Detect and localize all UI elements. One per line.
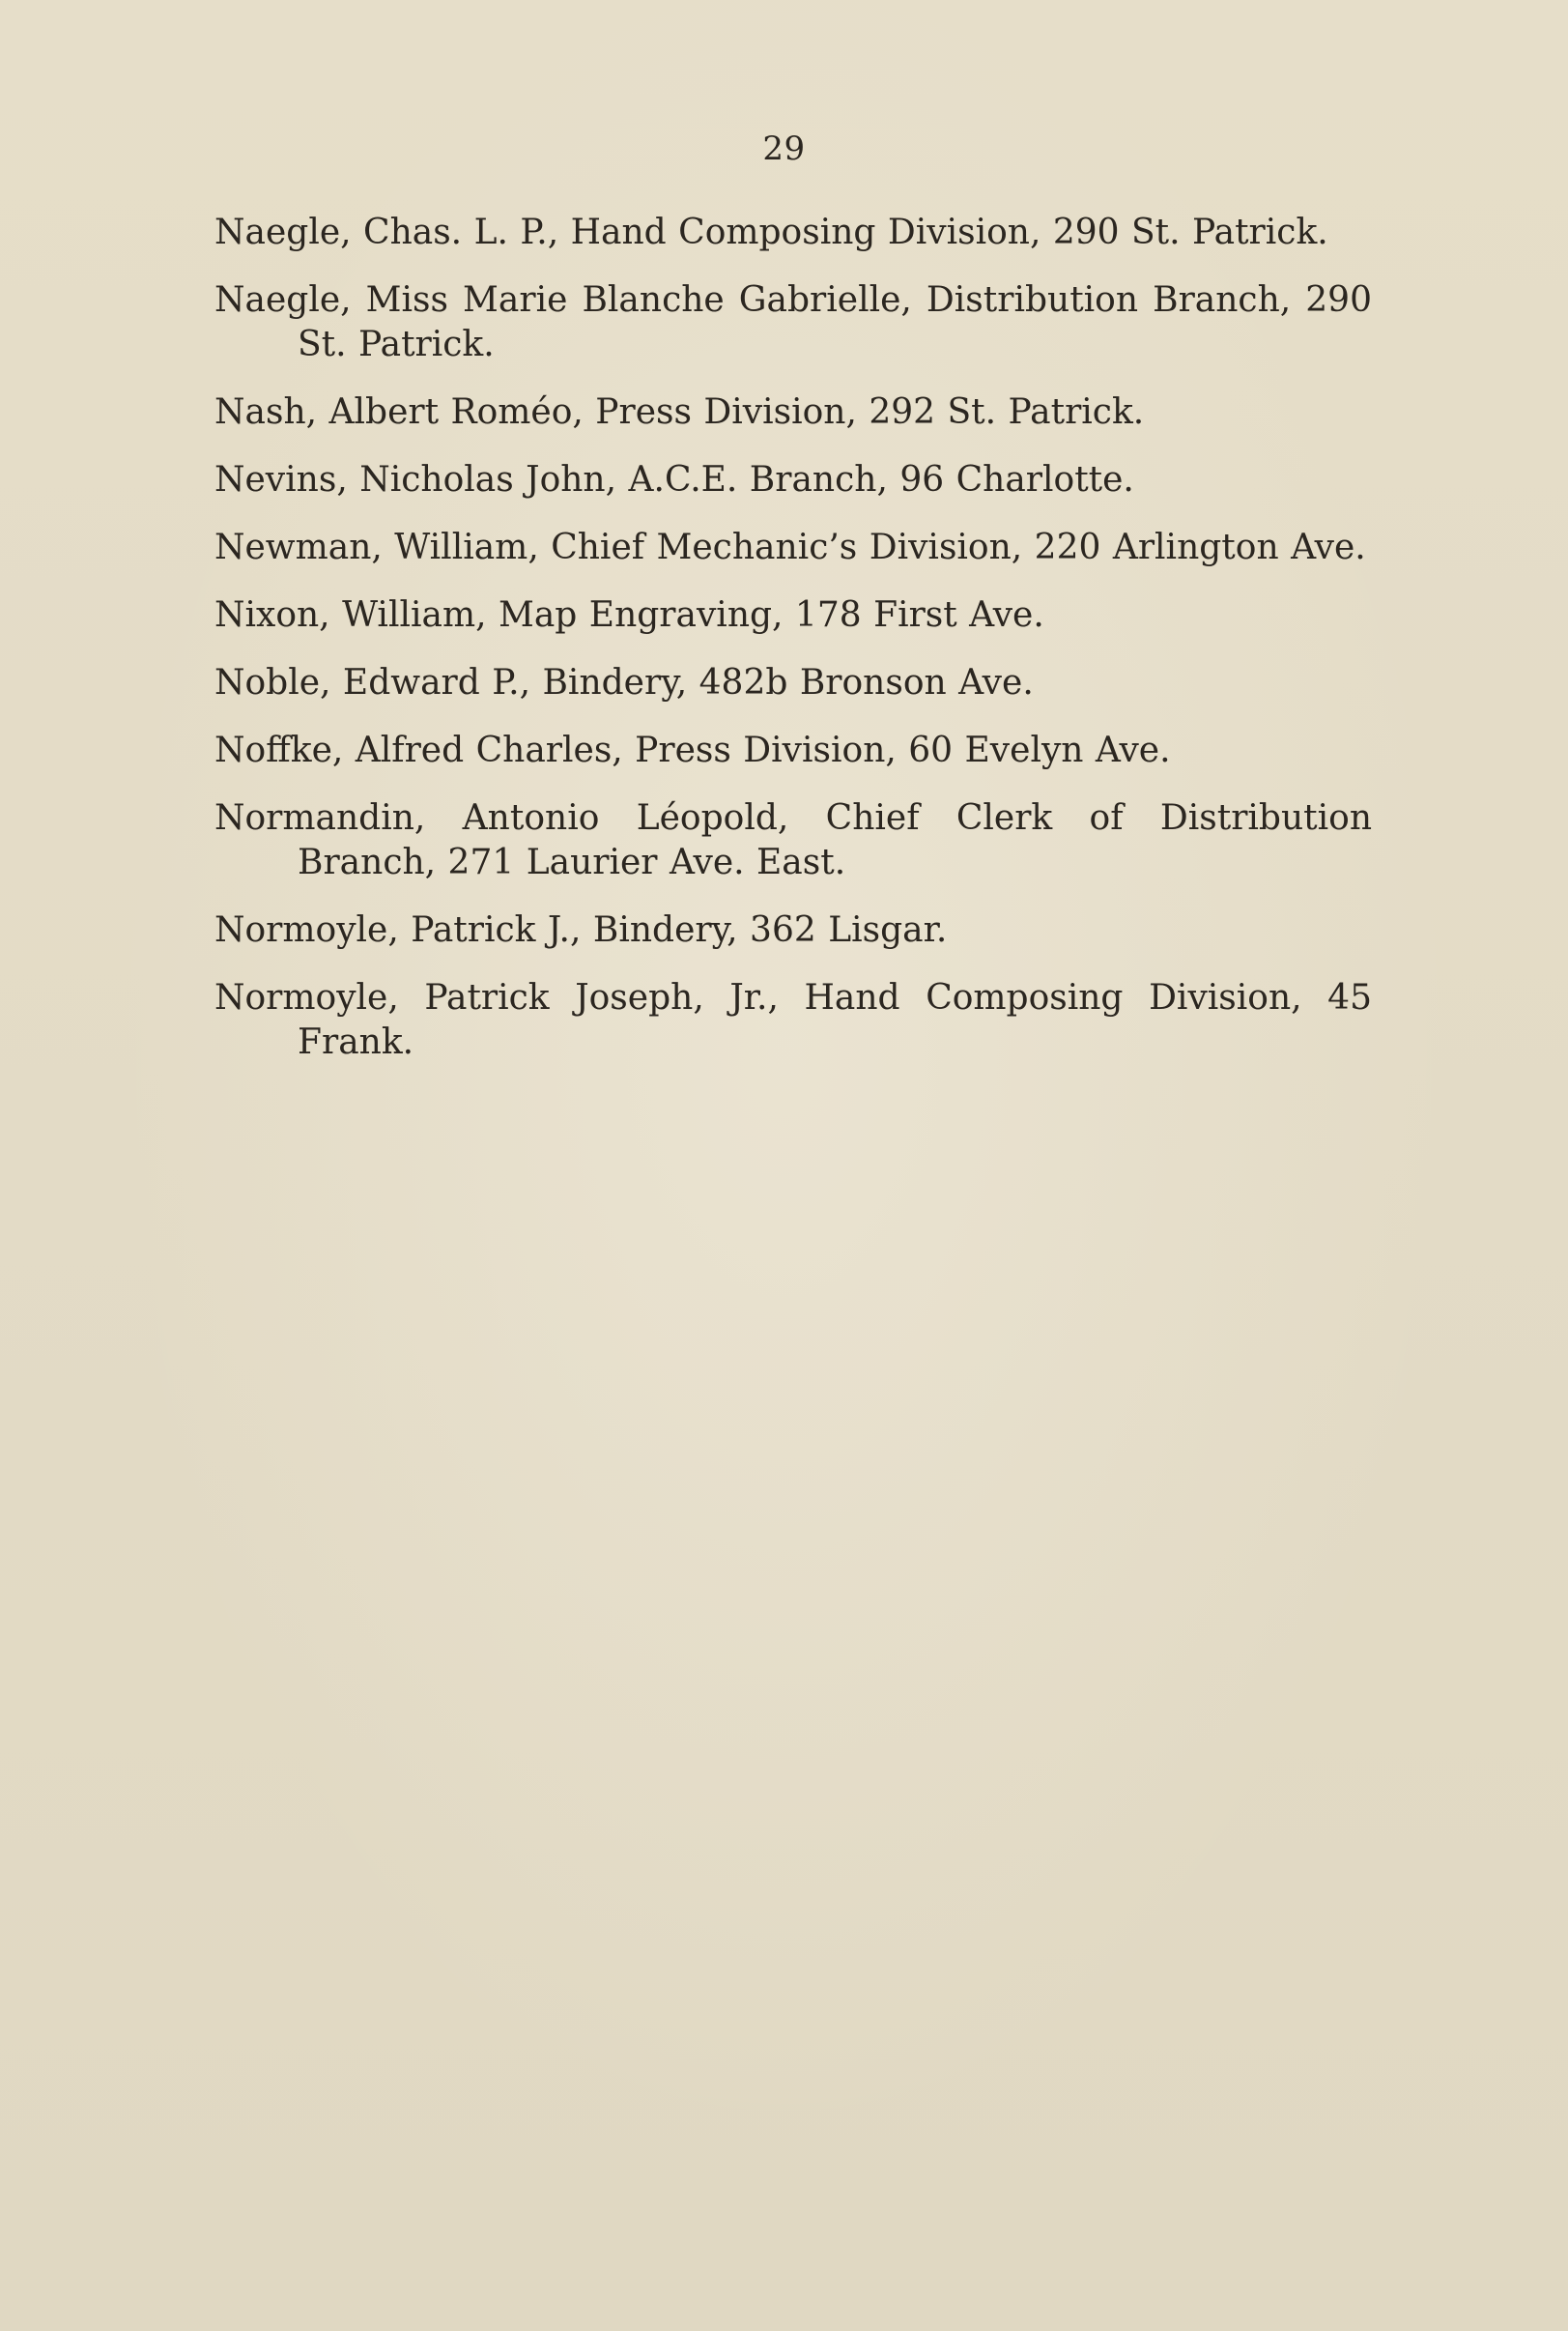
directory-entries	[214, 211, 1372, 1088]
directory-entry: Noffke, Alfred Charles, Press Division, 60 Evelyn Ave.	[214, 731, 1171, 770]
directory-entry: Nash, Albert Roméo, Press Division, 292 St. Patrick.	[214, 392, 1145, 432]
directory-entry: Naegle, Chas. L. P., Hand Composing Division, 290 St. Patrick.	[214, 213, 1328, 252]
directory-entry: Normandin, Antonio Léopold, Chief Clerk of Distribution Branch, 271 Laurier Ave. East.	[214, 798, 1372, 882]
directory-entry: Newman, William, Chief Mechanic’s Division, 220 Arlington Ave.	[214, 528, 1366, 567]
page-number: 29	[762, 130, 806, 168]
directory-entry: Normoyle, Patrick Joseph, Jr., Hand Composing Division, 45 Frank.	[214, 978, 1372, 1062]
directory-entry: Normoyle, Patrick J., Bindery, 362 Lisgar.	[214, 910, 948, 950]
directory-entry: Nixon, William, Map Engraving, 178 First Ave.	[214, 595, 1044, 635]
directory-entry: Noble, Edward P., Bindery, 482b Bronson Ave.	[214, 663, 1034, 703]
directory-entry: Naegle, Miss Marie Blanche Gabrielle, Distribution Branch, 290 St. Patrick.	[214, 280, 1372, 364]
directory-entry: Nevins, Nicholas John, A.C.E. Branch, 96 Charlotte.	[214, 460, 1134, 500]
